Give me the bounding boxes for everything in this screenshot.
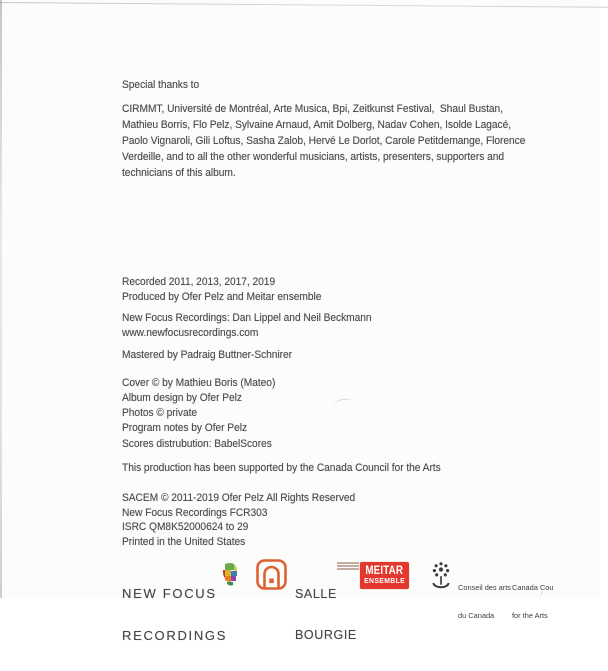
thanks-line: CIRMMT, Université de Montréal, Arte Musica, Bpi, Zeitkunst Festival, Shaul Bustan, xyxy=(122,103,504,115)
scan-edge-top xyxy=(0,2,608,8)
cc-en-line2: for the Arts xyxy=(512,611,548,621)
thanks-line: Paolo Vignaroli, Gili Loftus, Sasha Zalob, Hervé Le Dorlot, Carole Petitdemange, Florence xyxy=(122,135,526,147)
rights-block xyxy=(122,491,355,549)
credit-line: Printed in the United States xyxy=(122,535,246,548)
credit-line: Scores distrubution: BabelScores xyxy=(122,438,272,450)
salle-bourgie-fineprint xyxy=(337,562,359,572)
funding-support-credit xyxy=(122,461,441,476)
salle-bourgie-line1: SALLE xyxy=(295,587,337,601)
recording-credits xyxy=(122,275,321,305)
credit-line: ISRC QM8K52000624 to 29 xyxy=(122,521,249,533)
mastering-credit xyxy=(122,348,292,363)
meitar-ensemble-logo xyxy=(360,562,409,589)
thanks-line: technicians of this album. xyxy=(122,167,236,179)
credit-line: Cover © by Mathieu Boris (Mateo) xyxy=(122,377,276,389)
credit-line: Mastered by Padraig Buttner-Schnirer xyxy=(122,349,293,361)
salle-bourgie-line2: BOURGIE xyxy=(295,627,357,642)
scores-distribution-credit xyxy=(122,437,272,452)
credit-line: Album design by Ofer Pelz xyxy=(122,392,242,404)
scan-smudge xyxy=(333,397,352,408)
thanks-line: Verdeille, and to all the other wonderful musicians, artists, presenters, supporters and xyxy=(122,151,505,163)
cc-fr-line2: du Canada xyxy=(458,611,495,621)
colorful-mosaic-emblem-logo xyxy=(221,562,239,592)
new-focus-logo-line1: NEW FOCUS xyxy=(122,586,217,601)
credit-line: Produced by Ofer Pelz and Meitar ensemble xyxy=(122,291,322,303)
label-url-text: www.newfocusrecordings.com xyxy=(122,327,259,339)
credit-line: SACEM © 2011-2019 Ofer Pelz All Rights Reserved xyxy=(122,492,356,504)
design-credits xyxy=(122,376,275,436)
thanks-line: Mathieu Borris, Flo Pelz, Sylvaine Arnaud, Amit Dolberg, Nadav Cohen, Isolde Lagacé, xyxy=(122,119,512,131)
credit-line: Program notes by Ofer Pelz xyxy=(122,422,248,434)
canada-council-english-text xyxy=(512,565,554,639)
credit-line: Photos © private xyxy=(122,407,198,419)
meitar-logo-line2: ENSEMBLE xyxy=(364,576,405,585)
credit-line: New Focus Recordings: Dan Lippel and Neil Beckmann xyxy=(122,312,372,324)
credit-line: Recorded 2011, 2013, 2017, 2019 xyxy=(122,276,276,288)
new-focus-recordings-logo xyxy=(122,559,227,671)
thanks-heading xyxy=(122,78,199,93)
salle-bourgie-logo xyxy=(295,561,357,669)
canada-council-tree-icon xyxy=(429,560,453,596)
new-focus-logo-line2: RECORDINGS xyxy=(122,628,228,643)
cc-fr-line1: Conseil des arts xyxy=(458,583,511,593)
credit-line: This production has been supported by the Canada Council for the Arts xyxy=(122,462,441,474)
canada-council-french-text xyxy=(458,565,511,639)
meitar-logo-line1: MEITAR xyxy=(365,565,404,577)
mosaic-emblem-icon xyxy=(221,562,239,587)
thanks-paragraph xyxy=(122,101,525,181)
scan-edge-left xyxy=(0,0,2,598)
label-credits xyxy=(122,311,372,341)
cc-en-line1: Canada Cou xyxy=(512,583,554,593)
thanks-heading-text: Special thanks to xyxy=(122,79,200,91)
salle-bourgie-arch-icon xyxy=(256,559,287,595)
credit-line: New Focus Recordings FCR303 xyxy=(122,506,268,519)
